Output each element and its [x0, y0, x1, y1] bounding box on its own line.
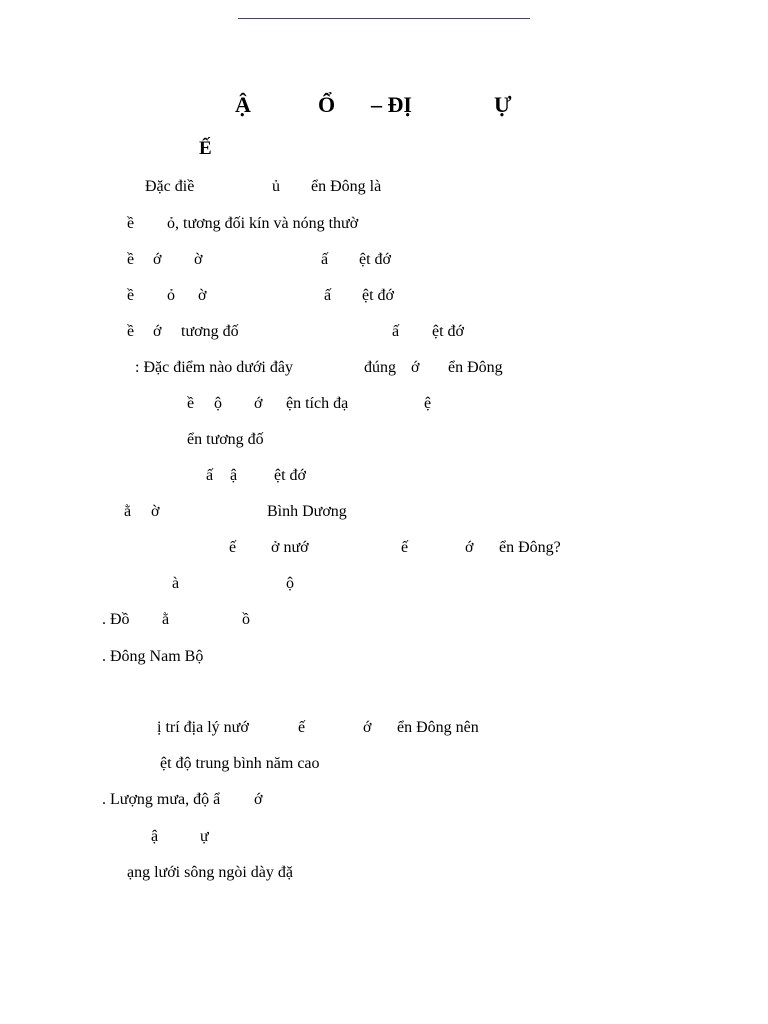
text-fragment: ấ — [321, 251, 329, 268]
text-line — [0, 828, 768, 852]
text-fragment: Bình Dương — [267, 503, 347, 520]
text-line — [0, 359, 768, 383]
text-fragment: ớ — [411, 359, 420, 376]
text-fragment: ển Đông là — [311, 178, 382, 195]
text-fragment: à — [172, 575, 180, 592]
text-fragment: . Đông Nam Bộ — [102, 648, 204, 665]
page-title — [0, 92, 768, 122]
text-fragment: ệt độ trung bình năm cao — [160, 755, 320, 772]
section-heading: Ế — [199, 138, 212, 159]
text-line — [0, 467, 768, 491]
text-fragment: đúng — [364, 359, 396, 376]
text-fragment: ề — [127, 215, 135, 232]
text-fragment: ớ — [153, 251, 162, 268]
text-fragment: ện tích đạ — [286, 395, 349, 412]
text-fragment: ệt đớ — [362, 287, 395, 304]
text-fragment: ấ — [324, 287, 332, 304]
text-fragment: ế — [229, 539, 237, 556]
text-line — [0, 503, 768, 527]
text-fragment: ớ — [363, 719, 372, 736]
text-fragment: ị trí địa lý nướ — [157, 719, 249, 736]
text-fragment: ệt đớ — [359, 251, 392, 268]
header-divider-line — [238, 18, 530, 19]
text-line — [0, 755, 768, 779]
text-fragment: ển Đông nên — [397, 719, 479, 736]
text-fragment: ậ — [230, 467, 238, 484]
text-line — [0, 648, 768, 672]
text-fragment: Đặc điề — [145, 178, 195, 195]
text-fragment: ỏ — [167, 287, 175, 304]
text-line — [0, 575, 768, 599]
text-fragment: ộ — [214, 395, 222, 412]
text-line — [0, 719, 768, 743]
text-line — [0, 791, 768, 815]
text-fragment: . Lượng mưa, độ ẩ — [102, 791, 221, 808]
text-fragment: ớ — [254, 395, 263, 412]
text-line — [0, 611, 768, 635]
text-fragment: ệt đớ — [432, 323, 465, 340]
text-fragment: tương đố — [181, 323, 239, 340]
text-fragment: ự — [200, 828, 209, 845]
text-fragment: ển Đông — [448, 359, 503, 376]
text-fragment: ển Đông? — [499, 539, 561, 556]
text-line — [0, 287, 768, 311]
text-fragment: ậ — [151, 828, 159, 845]
text-fragment: ớ — [254, 791, 263, 808]
text-fragment: ờ — [194, 251, 203, 268]
text-fragment: ề — [187, 395, 195, 412]
title-fragment: Ổ — [318, 92, 336, 117]
text-fragment: ớ — [465, 539, 474, 556]
text-fragment: ế — [298, 719, 306, 736]
text-line — [0, 215, 768, 239]
text-fragment: ệ — [424, 395, 432, 412]
text-line — [0, 323, 768, 347]
text-fragment: ế — [401, 539, 409, 556]
title-fragment: – ĐỊ — [371, 92, 412, 117]
text-fragment: ển tương đố — [187, 431, 264, 448]
text-line — [0, 431, 768, 455]
text-fragment: ỏ, tương đối kín và nóng thườ — [167, 215, 359, 232]
text-fragment: ấ — [206, 467, 214, 484]
text-fragment: ề — [127, 287, 135, 304]
text-line — [0, 178, 768, 202]
text-line — [0, 539, 768, 563]
text-line — [0, 395, 768, 419]
text-fragment: ớ — [153, 323, 162, 340]
text-fragment: : Đặc điểm nào dưới đây — [135, 359, 293, 376]
title-fragment: Ự — [494, 92, 512, 117]
text-fragment: ủ — [272, 178, 280, 195]
text-fragment: ờ — [198, 287, 207, 304]
text-fragment: . Đồ — [102, 611, 130, 628]
text-fragment: ờ — [151, 503, 160, 520]
text-fragment: ạng lưới sông ngòi dày đặ — [127, 864, 293, 881]
title-fragment: Ậ — [235, 92, 251, 117]
text-line — [0, 251, 768, 275]
text-fragment: ệt đớ — [274, 467, 307, 484]
text-fragment: ấ — [392, 323, 400, 340]
text-fragment: ằ — [162, 611, 170, 628]
text-fragment: ộ — [286, 575, 294, 592]
text-fragment: ở nướ — [271, 539, 309, 556]
text-fragment: ề — [127, 323, 135, 340]
text-line — [0, 864, 768, 888]
text-fragment: ề — [127, 251, 135, 268]
text-fragment: ồ — [242, 611, 250, 628]
text-fragment: ằ — [124, 503, 132, 520]
